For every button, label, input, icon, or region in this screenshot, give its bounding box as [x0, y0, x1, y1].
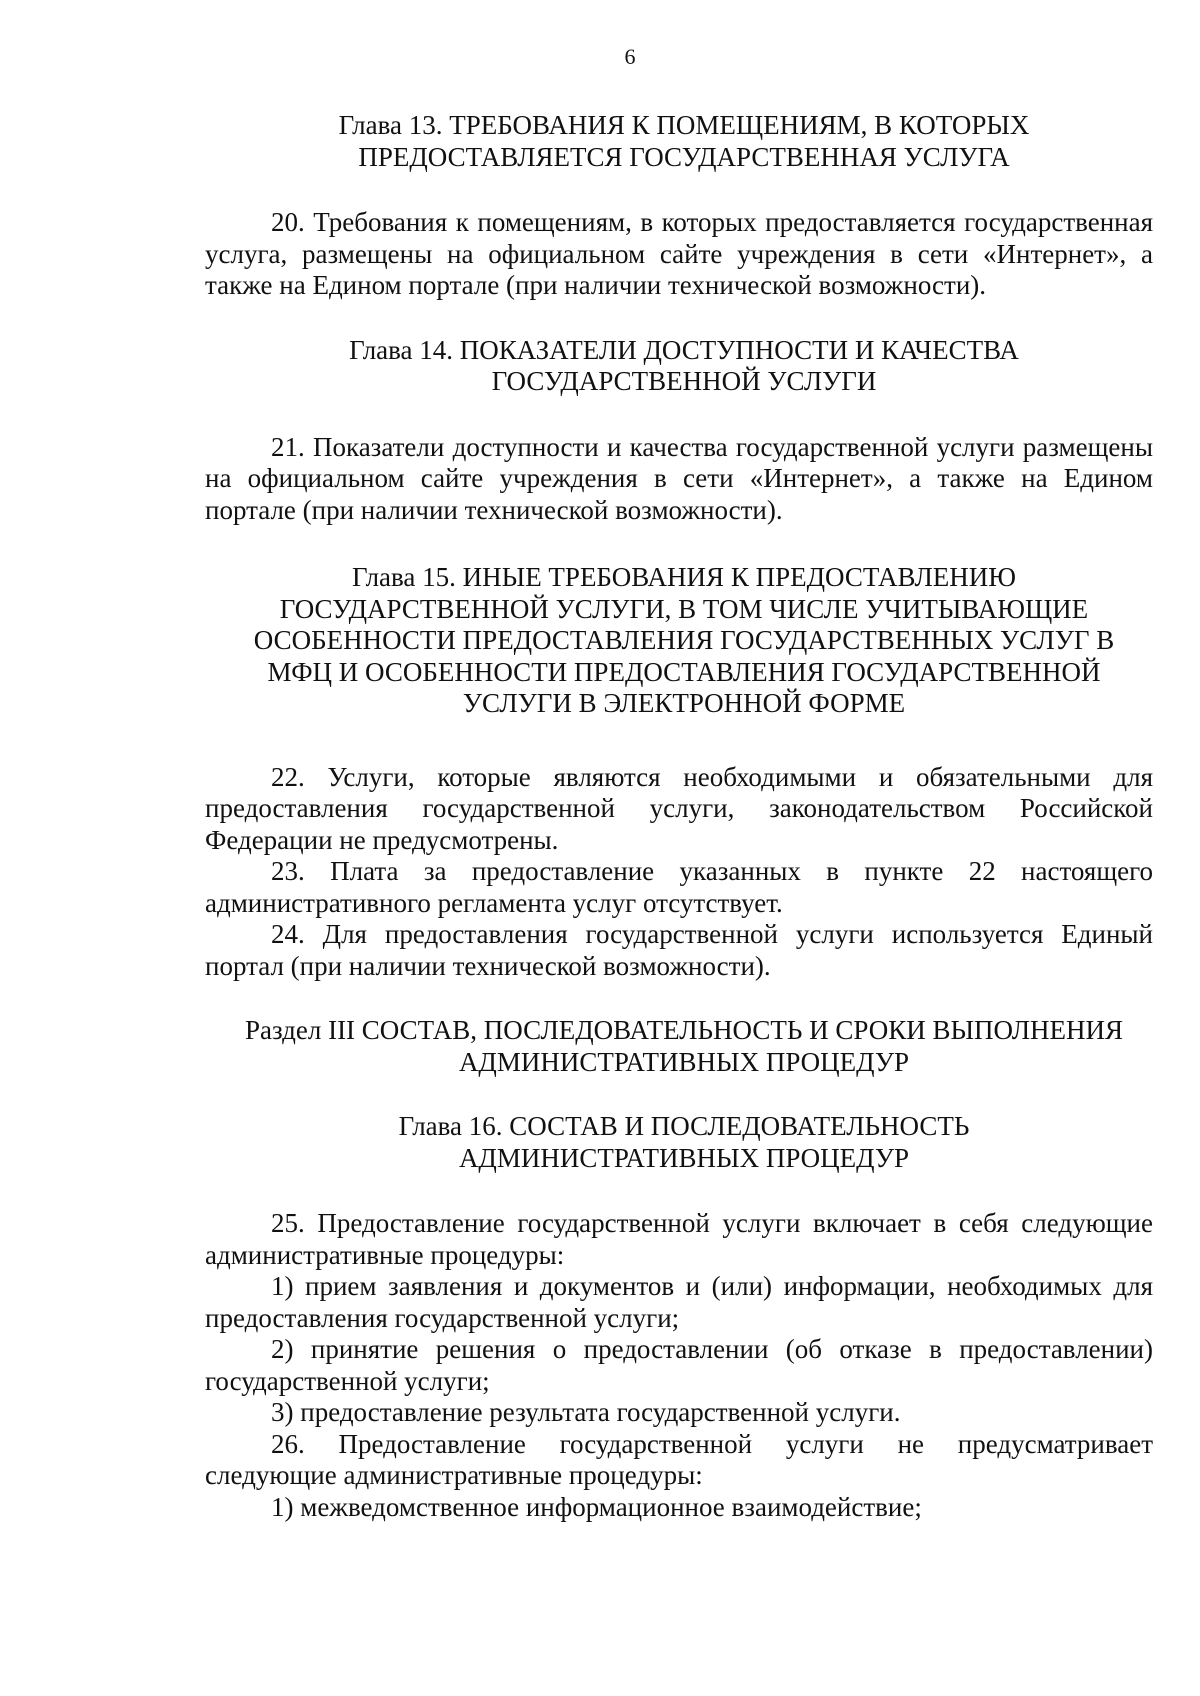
paragraph-25-item-1: 1) прием заявления и документов и (или) информации, необходимых для предоставления государственной услуги; — [205, 1271, 1153, 1333]
chapter-15-title-line-5: УСЛУГИ В ЭЛЕКТРОННОЙ ФОРМЕ — [462, 688, 906, 718]
section-3-heading — [175, 1015, 1193, 1078]
paragraph-25: 25. Предоставление государственной услуги включает в себя следующие административные процедуры: — [205, 1208, 1153, 1270]
paragraph-25-item-3: 3) предоставление результата государственной услуги. — [271, 1397, 901, 1427]
chapter-15-title-line-3: ОСОБЕННОСТИ ПРЕДОСТАВЛЕНИЯ ГОСУДАРСТВЕННЫХ УСЛУГ В — [253, 625, 1115, 655]
section-3-title-line-1: Раздел III СОСТАВ, ПОСЛЕДОВАТЕЛЬНОСТЬ И СРОКИ ВЫПОЛНЕНИЯ — [244, 1015, 1124, 1045]
chapter-15-title-line-2: ГОСУДАРСТВЕННОЙ УСЛУГИ, В ТОМ ЧИСЛЕ УЧИТЫВАЮЩИЕ — [279, 593, 1089, 624]
chapter-13-heading — [175, 110, 1193, 173]
document-body — [205, 110, 1153, 1523]
chapter-16-title-line-2: АДМИНИСТРАТИВНЫХ ПРОЦЕДУР — [458, 1142, 910, 1173]
chapter-15-heading — [175, 562, 1193, 720]
chapter-13-title-line-2: ПРЕДОСТАВЛЯЕТСЯ ГОСУДАРСТВЕННАЯ УСЛУГА — [358, 141, 1010, 172]
paragraph-26-item-1: 1) межведомственное информационное взаимодействие; — [271, 1491, 922, 1522]
chapter-15-title-line-4: МФЦ И ОСОБЕННОСТИ ПРЕДОСТАВЛЕНИЯ ГОСУДАРСТВЕННОЙ — [267, 656, 1101, 687]
page-number: 6 — [624, 44, 636, 69]
section-3-title-line-2: АДМИНИСТРАТИВНЫХ ПРОЦЕДУР — [458, 1046, 910, 1077]
chapter-13-title-line-1: Глава 13. ТРЕБОВАНИЯ К ПОМЕЩЕНИЯМ, В КОТОРЫХ — [338, 110, 1030, 140]
paragraph-23: 23. Плата за предоставление указанных в пункте 22 настоящего административного регламента услуг отсутствует. — [205, 856, 1153, 918]
chapter-14-title-line-2: ГОСУДАРСТВЕННОЙ УСЛУГИ — [491, 366, 877, 396]
chapter-16-heading — [175, 1111, 1193, 1174]
paragraph-26: 26. Предоставление государственной услуги не предусматривает следующие административные процедуры: — [205, 1428, 1153, 1490]
paragraph-20: 20. Требования к помещениям, в которых предоставляется государственная услуга, размещены на официальном сайте учреждения в сети «Интернет», а также на Едином портале (при наличии технической возможности). — [205, 207, 1153, 300]
paragraph-25-item-2: 2) принятие решения о предоставлении (об отказе в предоставлении) государственной услуги; — [205, 1334, 1153, 1396]
paragraph-22: 22. Услуги, которые являются необходимыми и обязательными для предоставления государственной услуги, законодательством Российской Федерации не предусмотрены. — [205, 761, 1153, 855]
paragraph-21: 21. Показатели доступности и качества государственной услуги размещены на официальном сайте учреждения в сети «Интернет», а также на Едином портале (при наличии технической возможности). — [205, 431, 1153, 525]
chapter-14-heading — [175, 335, 1193, 398]
chapter-16-title-line-1: Глава 16. СОСТАВ И ПОСЛЕДОВАТЕЛЬНОСТЬ — [398, 1111, 970, 1141]
chapter-14-title-line-1: Глава 14. ПОКАЗАТЕЛИ ДОСТУПНОСТИ И КАЧЕСТВА — [349, 334, 1019, 365]
paragraph-24: 24. Для предоставления государственной услуги используется Единый портал (при наличии технической возможности). — [205, 919, 1153, 981]
chapter-15-title-line-1: Глава 15. ИНЫЕ ТРЕБОВАНИЯ К ПРЕДОСТАВЛЕНИЮ — [351, 562, 1017, 592]
